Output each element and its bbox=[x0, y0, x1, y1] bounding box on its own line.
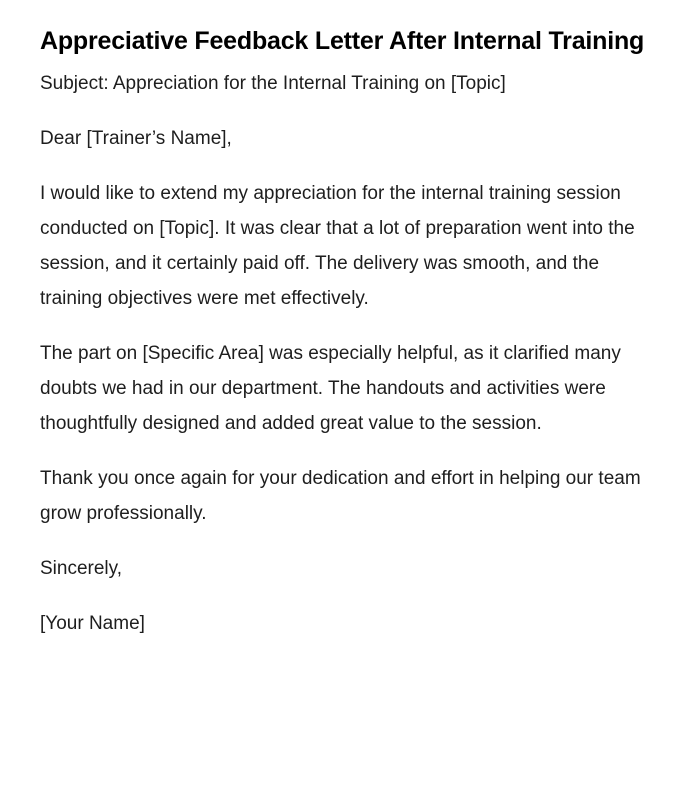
letter-closing: Sincerely, bbox=[40, 558, 123, 579]
letter-greeting: Dear [Trainer’s Name], bbox=[40, 128, 232, 149]
letter-subject: Subject: Appreciation for the Internal Training on [Topic] bbox=[40, 73, 506, 94]
letter-paragraph-1: I would like to extend my appreciation for the internal training session conducted on [Topic]. It was clear that a lot of preparation went into the session, and it certainly paid off. The delivery was smooth, and the training objectives were met effectively. bbox=[40, 183, 635, 309]
letter-signature: [Your Name] bbox=[40, 613, 145, 634]
letter-paragraph-3: Thank you once again for your dedication and effort in helping our team grow professionally. bbox=[40, 468, 641, 524]
letter-paragraph-2: The part on [Specific Area] was especially helpful, as it clarified many doubts we had in our department. The handouts and activities were thoughtfully designed and added great value to the session. bbox=[40, 343, 621, 434]
letter-title: Appreciative Feedback Letter After Internal Training bbox=[40, 27, 645, 55]
letter-document bbox=[40, 20, 650, 661]
